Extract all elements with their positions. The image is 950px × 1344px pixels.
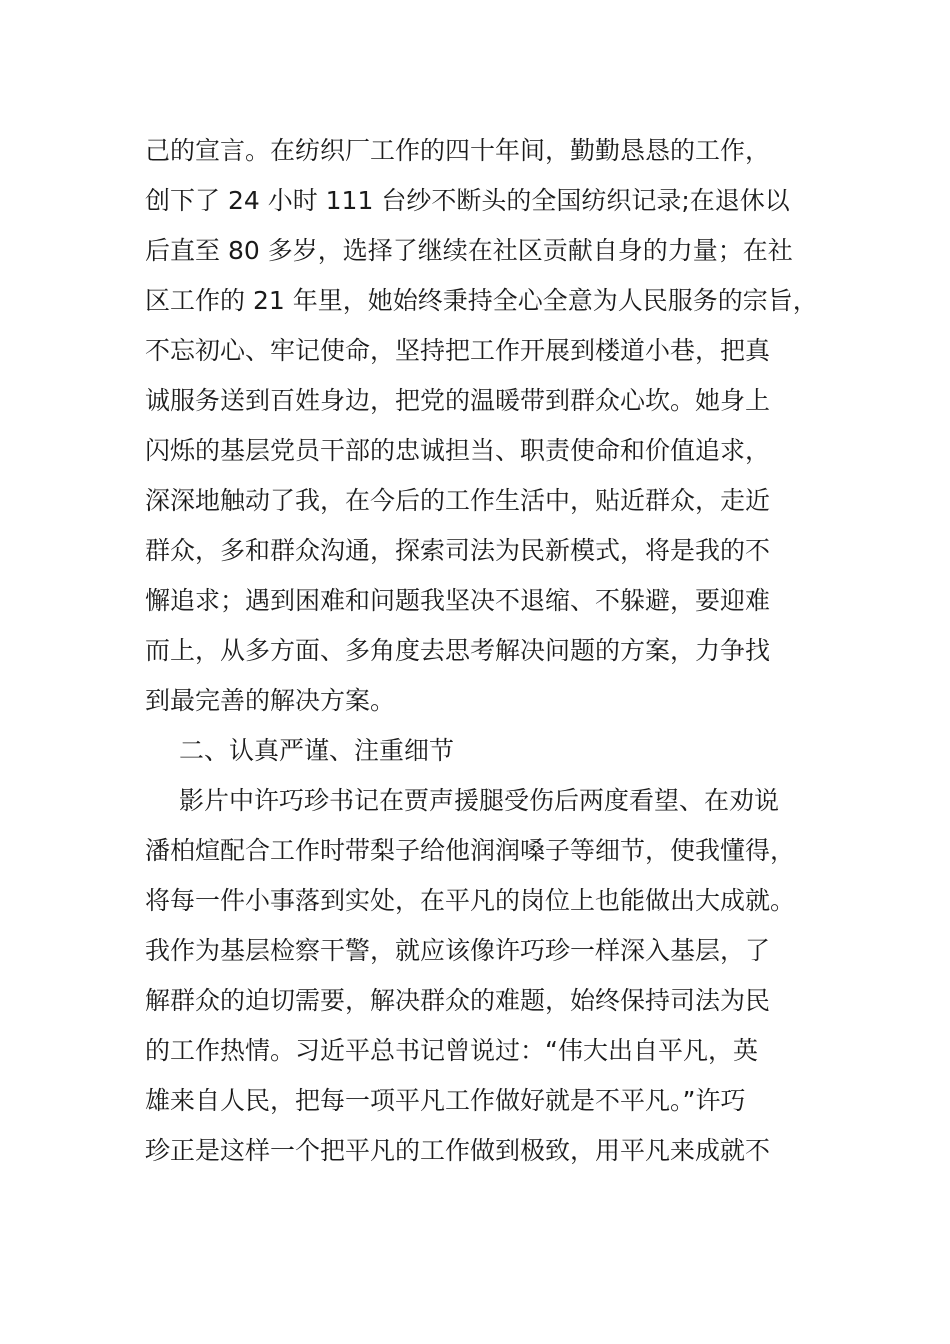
body-text <box>145 126 825 1176</box>
paragraph-line: 影片中许巧珍书记在贾声援腿受伤后两度看望、在劝说 <box>179 786 780 815</box>
paragraph-line: 深深地触动了我，在今后的工作生活中，贴近群众，走近 <box>145 486 771 515</box>
paragraph-line: 闪烁的基层党员干部的忠诚担当、职责使命和价值追求， <box>145 436 771 465</box>
paragraph-line: 创下了 24 小时 111 台纱不断头的全国纺织记录;在退休以 <box>145 186 790 215</box>
paragraph-line: 己的宣言。在纺织厂工作的四十年间，勤勤恳恳的工作， <box>145 136 771 165</box>
paragraph-line: 我作为基层检察干警，就应该像许巧珍一样深入基层，了 <box>145 936 771 965</box>
paragraph-line: 解群众的迫切需要，解决群众的难题，始终保持司法为民 <box>145 986 771 1015</box>
paragraph-line: 群众，多和群众沟通，探索司法为民新模式，将是我的不 <box>145 536 771 565</box>
paragraph-line: 区工作的 21 年里，她始终秉持全心全意为人民服务的宗旨， <box>145 286 818 315</box>
paragraph-line: 雄来自人民，把每一项平凡工作做好就是不平凡。”许巧 <box>145 1086 746 1115</box>
paragraph-line: 的工作热情。习近平总书记曾说过：“伟大出自平凡，英 <box>145 1036 758 1065</box>
paragraph-line: 不忘初心、牢记使命，坚持把工作开展到楼道小巷，把真 <box>145 336 771 365</box>
paragraph-line: 诚服务送到百姓身边，把党的温暖带到群众心坎。她身上 <box>145 386 771 415</box>
paragraph-line: 将每一件小事落到实处，在平凡的岗位上也能做出大成就。 <box>145 886 796 915</box>
paragraph-line: 潘柏煊配合工作时带梨子给他润润嗓子等细节，使我懂得， <box>145 836 796 865</box>
paragraph-line: 懈追求；遇到困难和问题我坚决不退缩、不躲避，要迎难 <box>145 586 771 615</box>
paragraph-line: 后直至 80 多岁，选择了继续在社区贡献自身的力量；在社 <box>145 236 793 265</box>
paragraph-line: 而上，从多方面、多角度去思考解决问题的方案，力争找 <box>145 636 771 665</box>
section-heading: 二、认真严谨、注重细节 <box>179 736 455 765</box>
paragraph-line: 珍正是这样一个把平凡的工作做到极致，用平凡来成就不 <box>145 1136 771 1165</box>
paragraph-line: 到最完善的解决方案。 <box>145 686 396 715</box>
